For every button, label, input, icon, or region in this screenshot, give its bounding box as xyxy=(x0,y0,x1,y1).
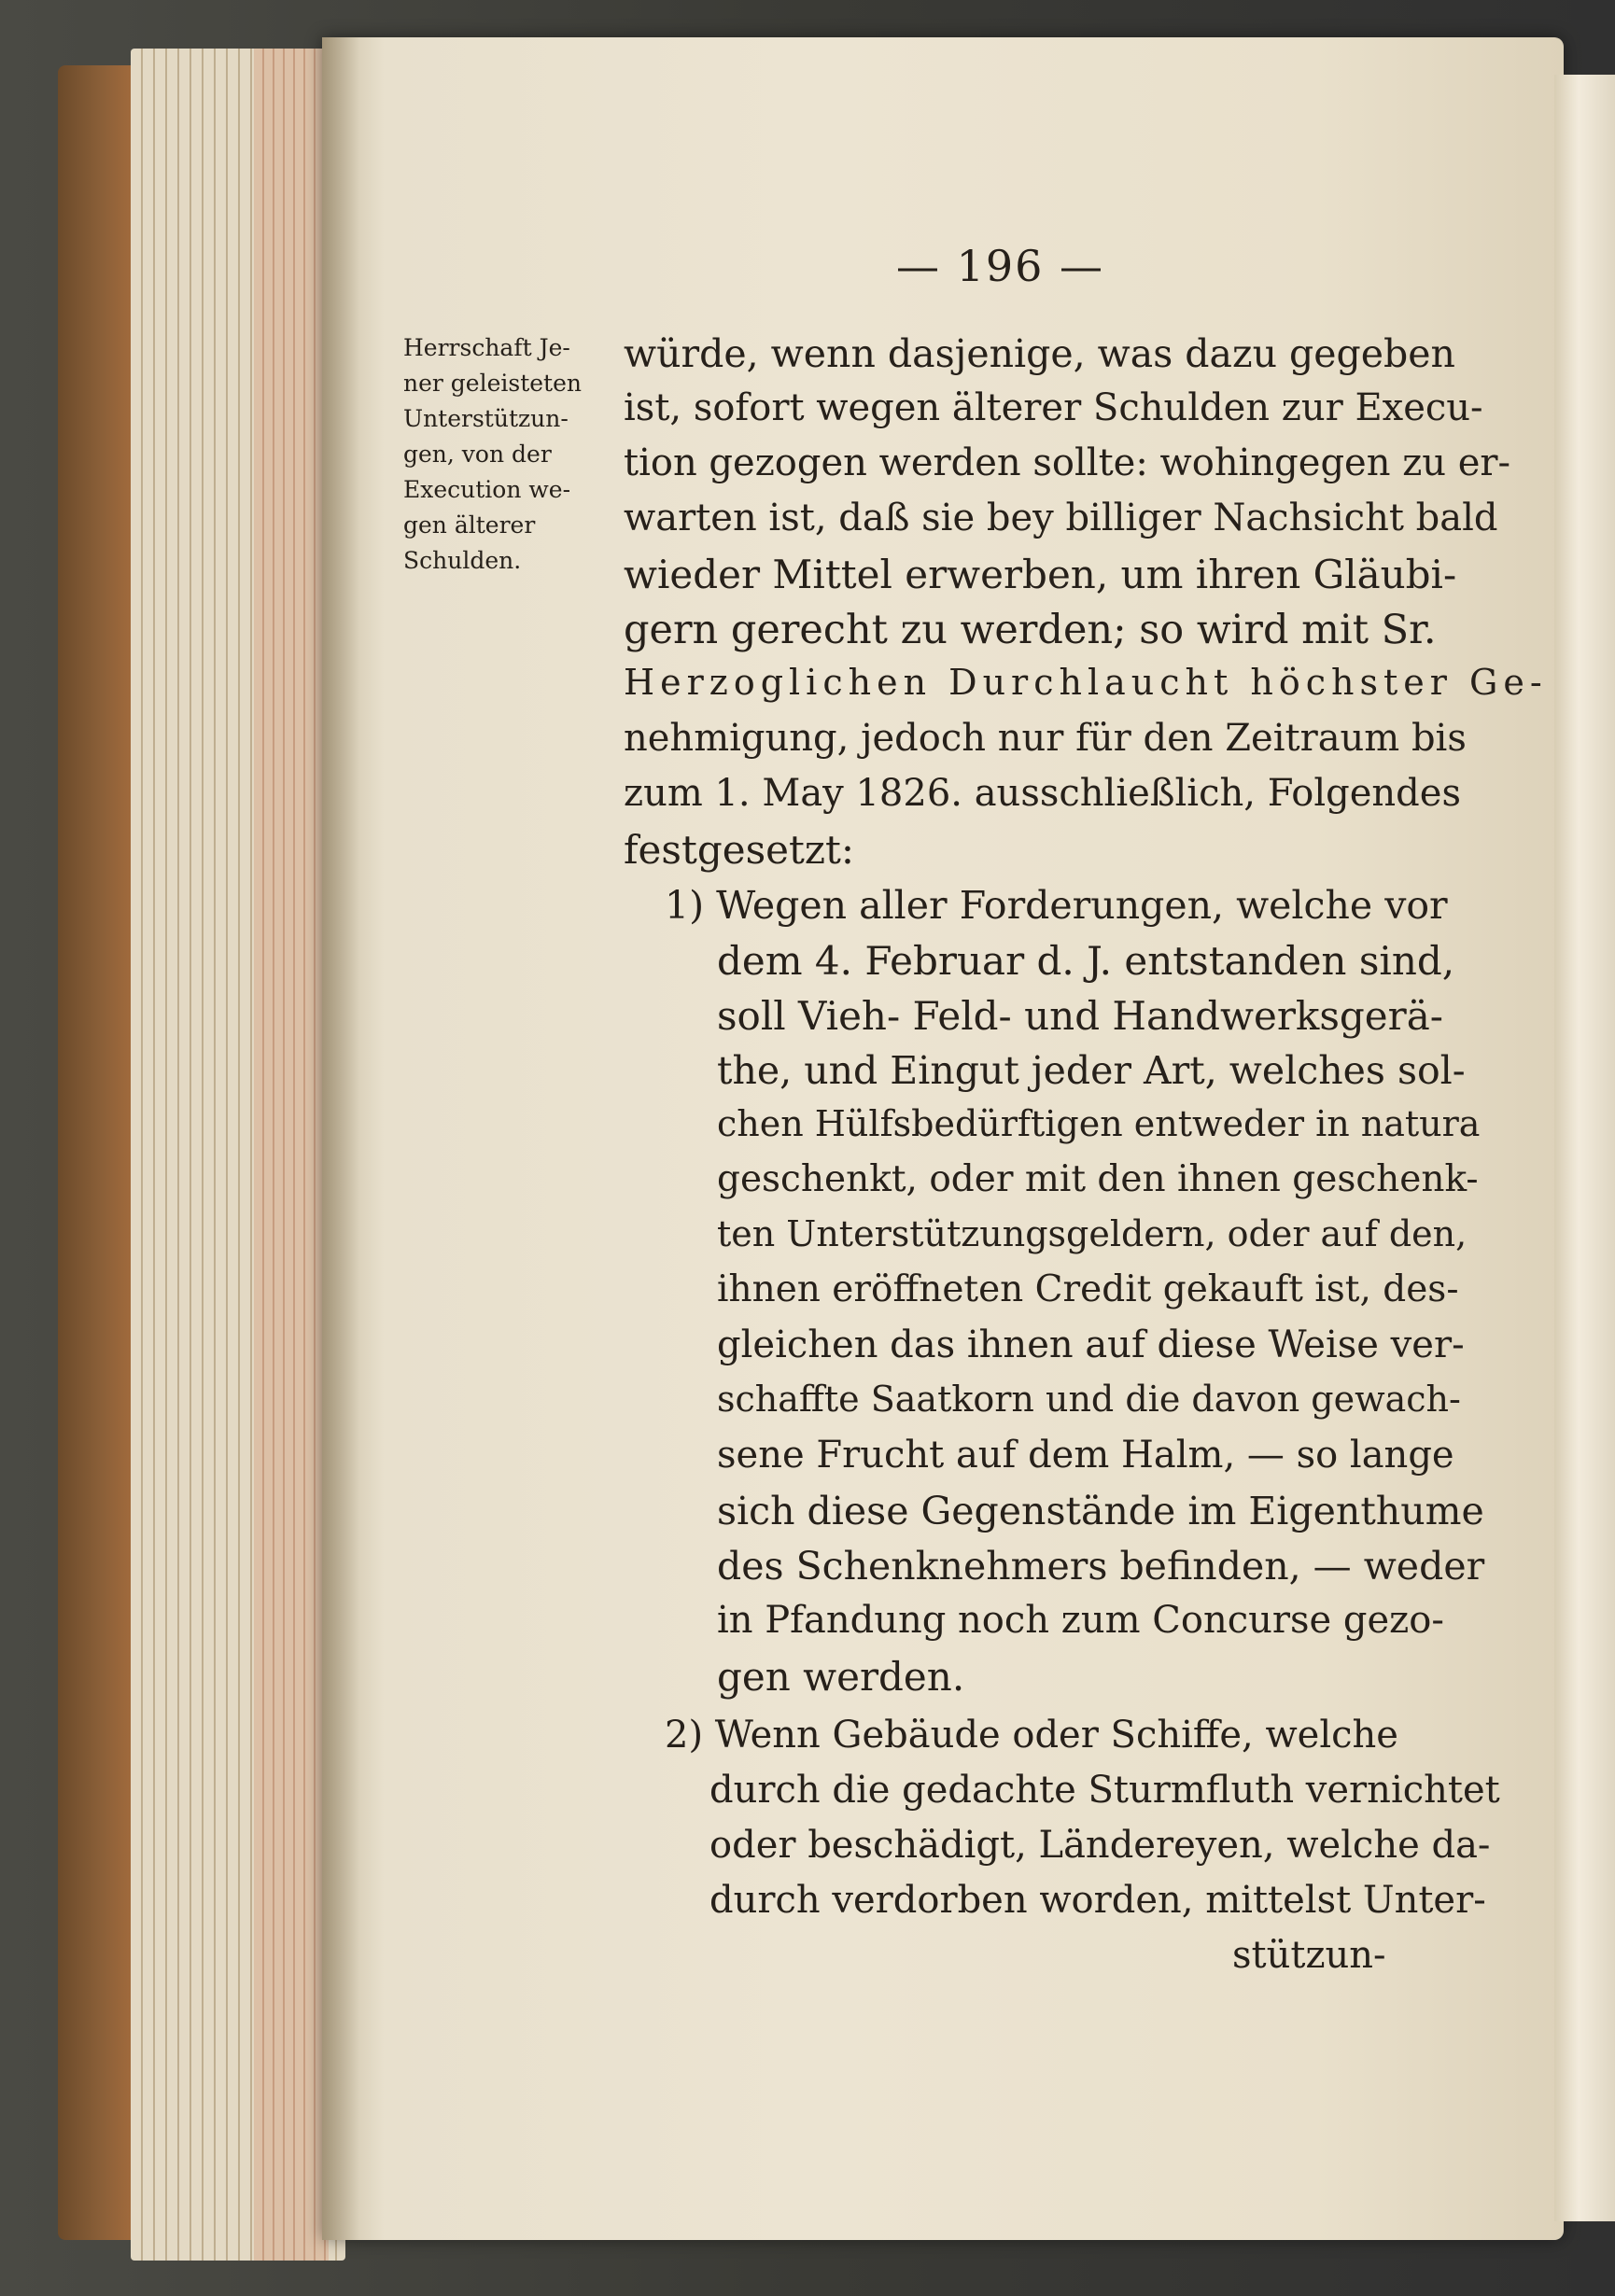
text-line: 2) Wenn Gebäude oder Schiffe, welche xyxy=(665,1714,1398,1757)
page-edges xyxy=(254,49,329,2261)
text-line: festgesetzt: xyxy=(624,827,855,873)
text-line: soll Vieh- Feld- und Handwerksgerä- xyxy=(717,993,1443,1039)
text-line: 1) Wegen aller Forderungen, welche vor xyxy=(665,883,1448,928)
text-line: gen werden. xyxy=(717,1654,965,1700)
text-line: ist, sofort wegen älterer Schulden zur Execu- xyxy=(624,386,1483,429)
margin-note-line: gen älterer xyxy=(403,511,536,539)
text-line: warten ist, daß sie bey billiger Nachsicht bald xyxy=(624,497,1498,539)
text-line: gern gerecht zu werden; so wird mit Sr. xyxy=(624,607,1437,653)
margin-note-line: Schulden. xyxy=(403,547,522,574)
text-line: durch die gedachte Sturmfluth vernichtet xyxy=(709,1769,1500,1812)
text-line: des Schenknehmers befinden, — weder xyxy=(717,1544,1485,1589)
margin-note-line: gen, von der xyxy=(403,441,552,468)
text-line: chen Hülfsbedürftigen entweder in natura xyxy=(717,1103,1481,1144)
text-line: gleichen das ihnen auf diese Weise ver- xyxy=(717,1323,1465,1366)
text-line: ihnen eröffneten Credit gekauft ist, des- xyxy=(717,1268,1459,1310)
margin-note-line: ner geleisteten xyxy=(403,370,582,397)
text-line: tion gezogen werden sollte: wohingegen zu er- xyxy=(624,441,1511,484)
text-line: nehmigung, jedoch nur für den Zeitraum bis xyxy=(624,717,1467,760)
text-line: schaffte Saatkorn und die davon gewach- xyxy=(717,1379,1461,1420)
catchword: stützun- xyxy=(1232,1934,1386,1977)
text-line: dem 4. Februar d. J. entstanden sind, xyxy=(717,938,1455,984)
text-line: in Pfandung noch zum Concurse gezo- xyxy=(717,1599,1444,1642)
text-line: ten Unterstützungsgeldern, oder auf den, xyxy=(717,1213,1468,1254)
text-line: oder beschädigt, Ländereyen, welche da- xyxy=(709,1824,1491,1867)
margin-note-line: Unterstützun- xyxy=(403,405,569,432)
text-line: würde, wenn dasjenige, was dazu gegeben xyxy=(624,331,1455,376)
text-line: durch verdorben worden, mittelst Unter- xyxy=(709,1879,1486,1922)
page-gutter xyxy=(322,37,359,2240)
margin-note-line: Execution we- xyxy=(403,476,571,503)
margin-note xyxy=(403,330,590,579)
text-line: sich diese Gegenstände im Eigenthume xyxy=(717,1489,1484,1533)
text-line: Herzoglichen Durchlaucht höchster Ge- xyxy=(624,662,1548,703)
page-number: — 196 — xyxy=(896,241,1105,291)
text-line: wieder Mittel erwerben, um ihren Gläubi- xyxy=(624,552,1457,597)
text-line: geschenkt, oder mit den ihnen geschenk- xyxy=(717,1158,1479,1200)
text-line: zum 1. May 1826. ausschließlich, Folgendes xyxy=(624,772,1461,815)
margin-note-line: Herrschaft Je- xyxy=(403,334,570,361)
facing-page-edge xyxy=(1554,75,1615,2221)
text-line: the, und Eingut jeder Art, welches sol- xyxy=(717,1048,1466,1093)
text-line: sene Frucht auf dem Halm, — so lange xyxy=(717,1434,1454,1477)
